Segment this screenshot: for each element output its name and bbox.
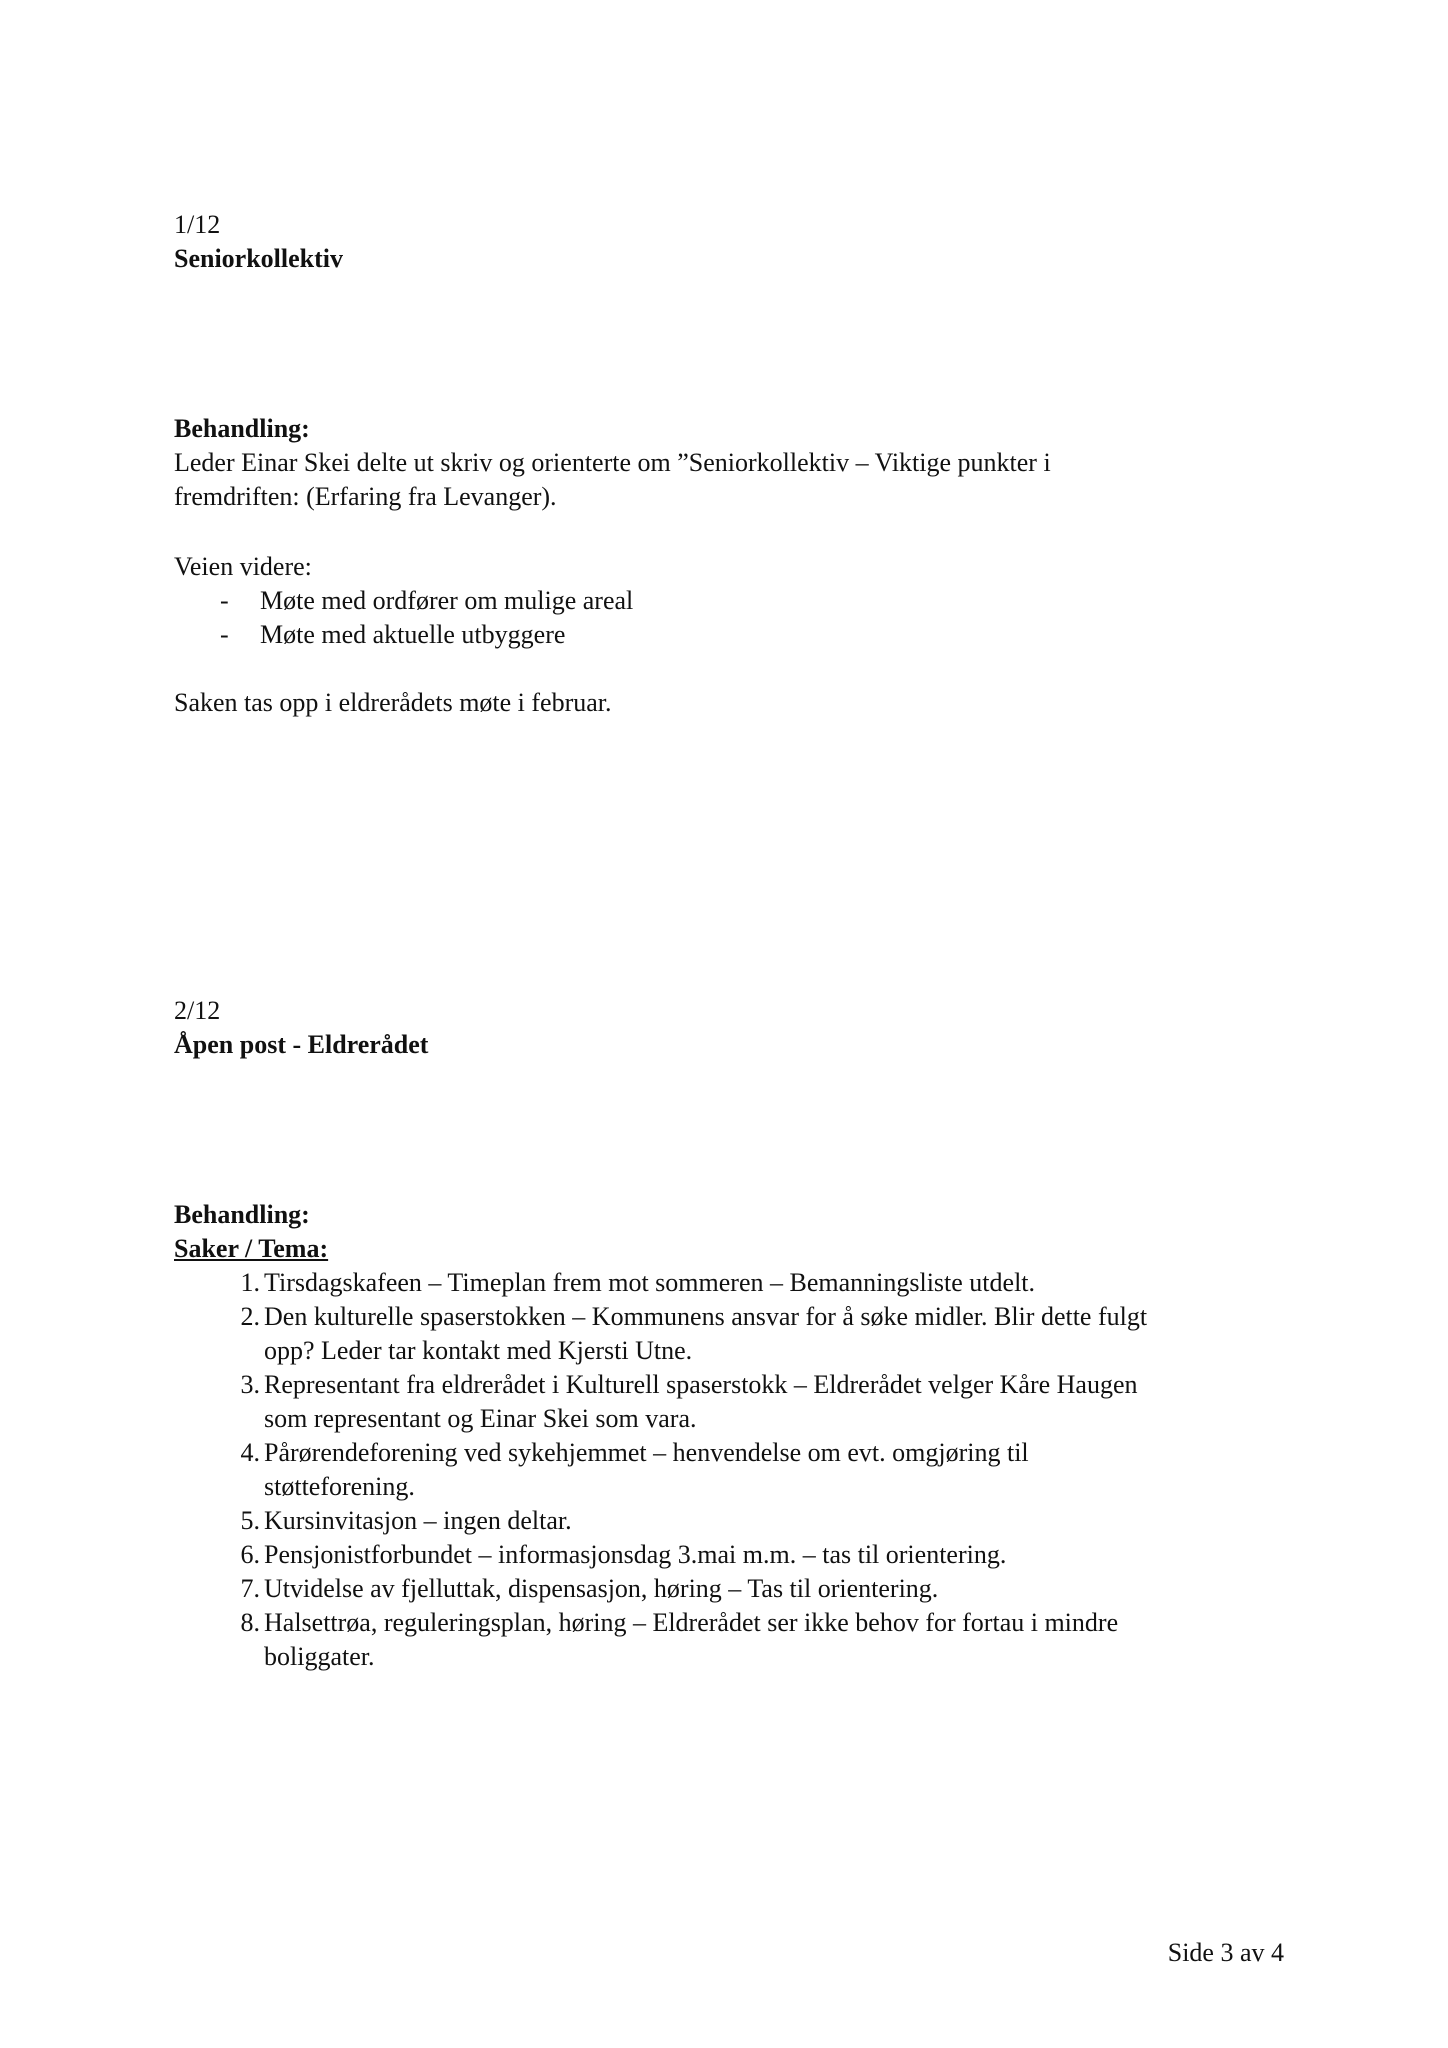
list-item: - Møte med aktuelle utbyggere [220,620,566,649]
item-text: Kursinvitasjon – ingen deltar. [264,1506,572,1535]
list-item [174,1368,1284,1436]
item-text: Pårørendeforening ved sykehjemmet – henvendelse om evt. omgjøring til [264,1438,1029,1467]
list-item [174,1436,1284,1504]
item-text: Den kulturelle spaserstokken – Kommunens ansvar for å søke midler. Blir dette fulgt [264,1302,1148,1331]
item-text: som representant og Einar Skei som vara. [264,1404,697,1433]
section-1-number: 1/12 [174,210,221,239]
page-number: Side 3 av 4 [1167,1938,1284,1967]
section-2-behandling-label: Behandling: [174,1200,310,1229]
item-number: 1. [240,1268,260,1297]
list-item [174,1606,1284,1674]
list-item [174,1504,1284,1538]
item-text: Tirsdagskafeen – Timeplan frem mot sommeren – Bemanningsliste utdelt. [264,1268,1036,1297]
section-1-paragraph-line: fremdriften: (Erfaring fra Levanger). [174,482,557,511]
section-1-heading [174,208,1284,276]
saker-tema-label: Saker / Tema: [174,1234,329,1263]
section-1-body [174,412,1284,514]
item-text: Pensjonistforbundet – informasjonsdag 3.mai m.m. – tas til orientering. [264,1540,1007,1569]
saker-list [174,1266,1284,1674]
list-item-text: Møte med ordfører om mulige areal [260,586,634,615]
list-item [174,1572,1284,1606]
item-text: opp? Leder tar kontakt med Kjersti Utne. [264,1336,693,1365]
item-number: 6. [240,1540,260,1569]
item-number: 8. [240,1608,260,1637]
item-text: Halsettrøa, reguleringsplan, høring – Eldrerådet ser ikke behov for fortau i mindre [264,1608,1119,1637]
section-1-behandling-label: Behandling: [174,414,310,443]
list-item: - Møte med ordfører om mulige areal [220,586,634,615]
section-2-heading [174,994,1284,1062]
item-text: Utvidelse av fjelluttak, dispensasjon, høring – Tas til orientering. [264,1574,939,1603]
section-1-paragraph-line: Leder Einar Skei delte ut skriv og orienterte om ”Seniorkollektiv – Viktige punkter i [174,448,1051,477]
item-number: 7. [240,1574,260,1603]
item-text: støtteforening. [264,1472,415,1501]
item-number: 5. [240,1506,260,1535]
section-1-closing-text: Saken tas opp i eldrerådets møte i februar. [174,688,612,717]
item-number: 3. [240,1370,260,1399]
veien-videre-list [174,584,1284,652]
section-2-body [174,1198,1284,1674]
item-text: Representant fra eldrerådet i Kulturell spaserstokk – Eldrerådet velger Kåre Haugen [264,1370,1138,1399]
section-2-number: 2/12 [174,996,221,1025]
item-number: 2. [240,1302,260,1331]
section-1-veien-videre [174,550,1284,652]
item-text: boliggater. [264,1642,375,1671]
section-1-title: Seniorkollektiv [174,244,344,273]
item-number: 4. [240,1438,260,1467]
list-item [174,1538,1284,1572]
list-item [174,1300,1284,1368]
veien-videre-label: Veien videre: [174,552,312,581]
section-1-closing [174,686,1284,720]
section-2-title: Åpen post - Eldrerådet [174,1030,429,1059]
list-item-text: Møte med aktuelle utbyggere [260,620,566,649]
list-item [174,1266,1284,1300]
